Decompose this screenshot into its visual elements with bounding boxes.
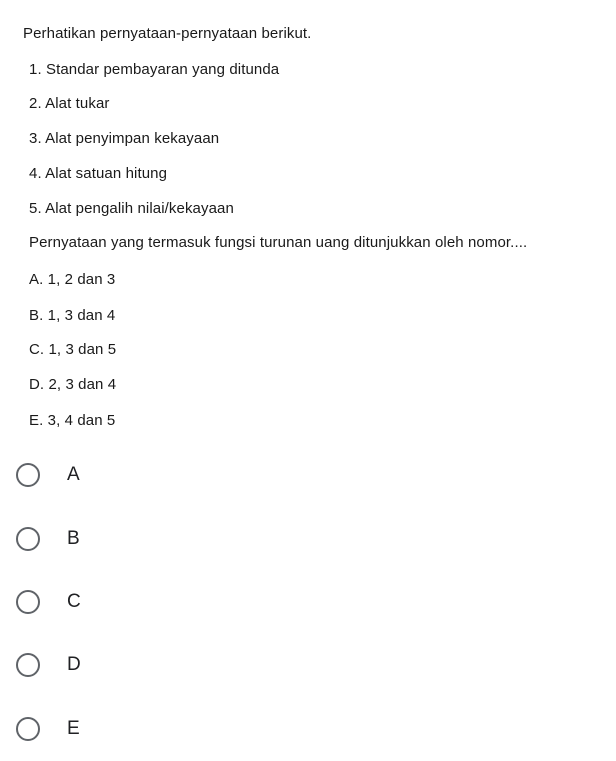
choice-b[interactable]	[16, 522, 216, 556]
choice-label-e: E	[67, 718, 80, 739]
question-intro: Perhatikan pernyataan-pernyataan berikut.	[23, 25, 312, 42]
choice-label-a: A	[67, 464, 80, 485]
answer-option-a-text: A. 1, 2 dan 3	[29, 271, 116, 288]
statement-3: 3. Alat penyimpan kekayaan	[29, 130, 220, 147]
radio-unchecked-icon[interactable]	[16, 590, 40, 614]
answer-option-e-text: E. 3, 4 dan 5	[29, 412, 116, 429]
choice-label-c: C	[67, 591, 81, 612]
radio-unchecked-icon[interactable]	[16, 527, 40, 551]
statement-5: 5. Alat pengalih nilai/kekayaan	[29, 200, 234, 217]
statement-4: 4. Alat satuan hitung	[29, 165, 168, 182]
radio-unchecked-icon[interactable]	[16, 463, 40, 487]
choice-d[interactable]	[16, 648, 216, 682]
choice-label-d: D	[67, 654, 81, 675]
answer-option-b-text: B. 1, 3 dan 4	[29, 307, 116, 324]
choice-c[interactable]	[16, 585, 216, 619]
choice-a[interactable]	[16, 458, 216, 492]
choice-e[interactable]	[16, 712, 216, 746]
answer-option-c-text: C. 1, 3 dan 5	[29, 341, 117, 358]
statement-1: 1. Standar pembayaran yang ditunda	[29, 61, 280, 78]
statement-2: 2. Alat tukar	[29, 95, 110, 112]
answer-option-d-text: D. 2, 3 dan 4	[29, 376, 117, 393]
radio-unchecked-icon[interactable]	[16, 717, 40, 741]
radio-unchecked-icon[interactable]	[16, 653, 40, 677]
question-prompt: Pernyataan yang termasuk fungsi turunan uang ditunjukkan oleh nomor....	[29, 234, 528, 251]
choice-label-b: B	[67, 528, 80, 549]
